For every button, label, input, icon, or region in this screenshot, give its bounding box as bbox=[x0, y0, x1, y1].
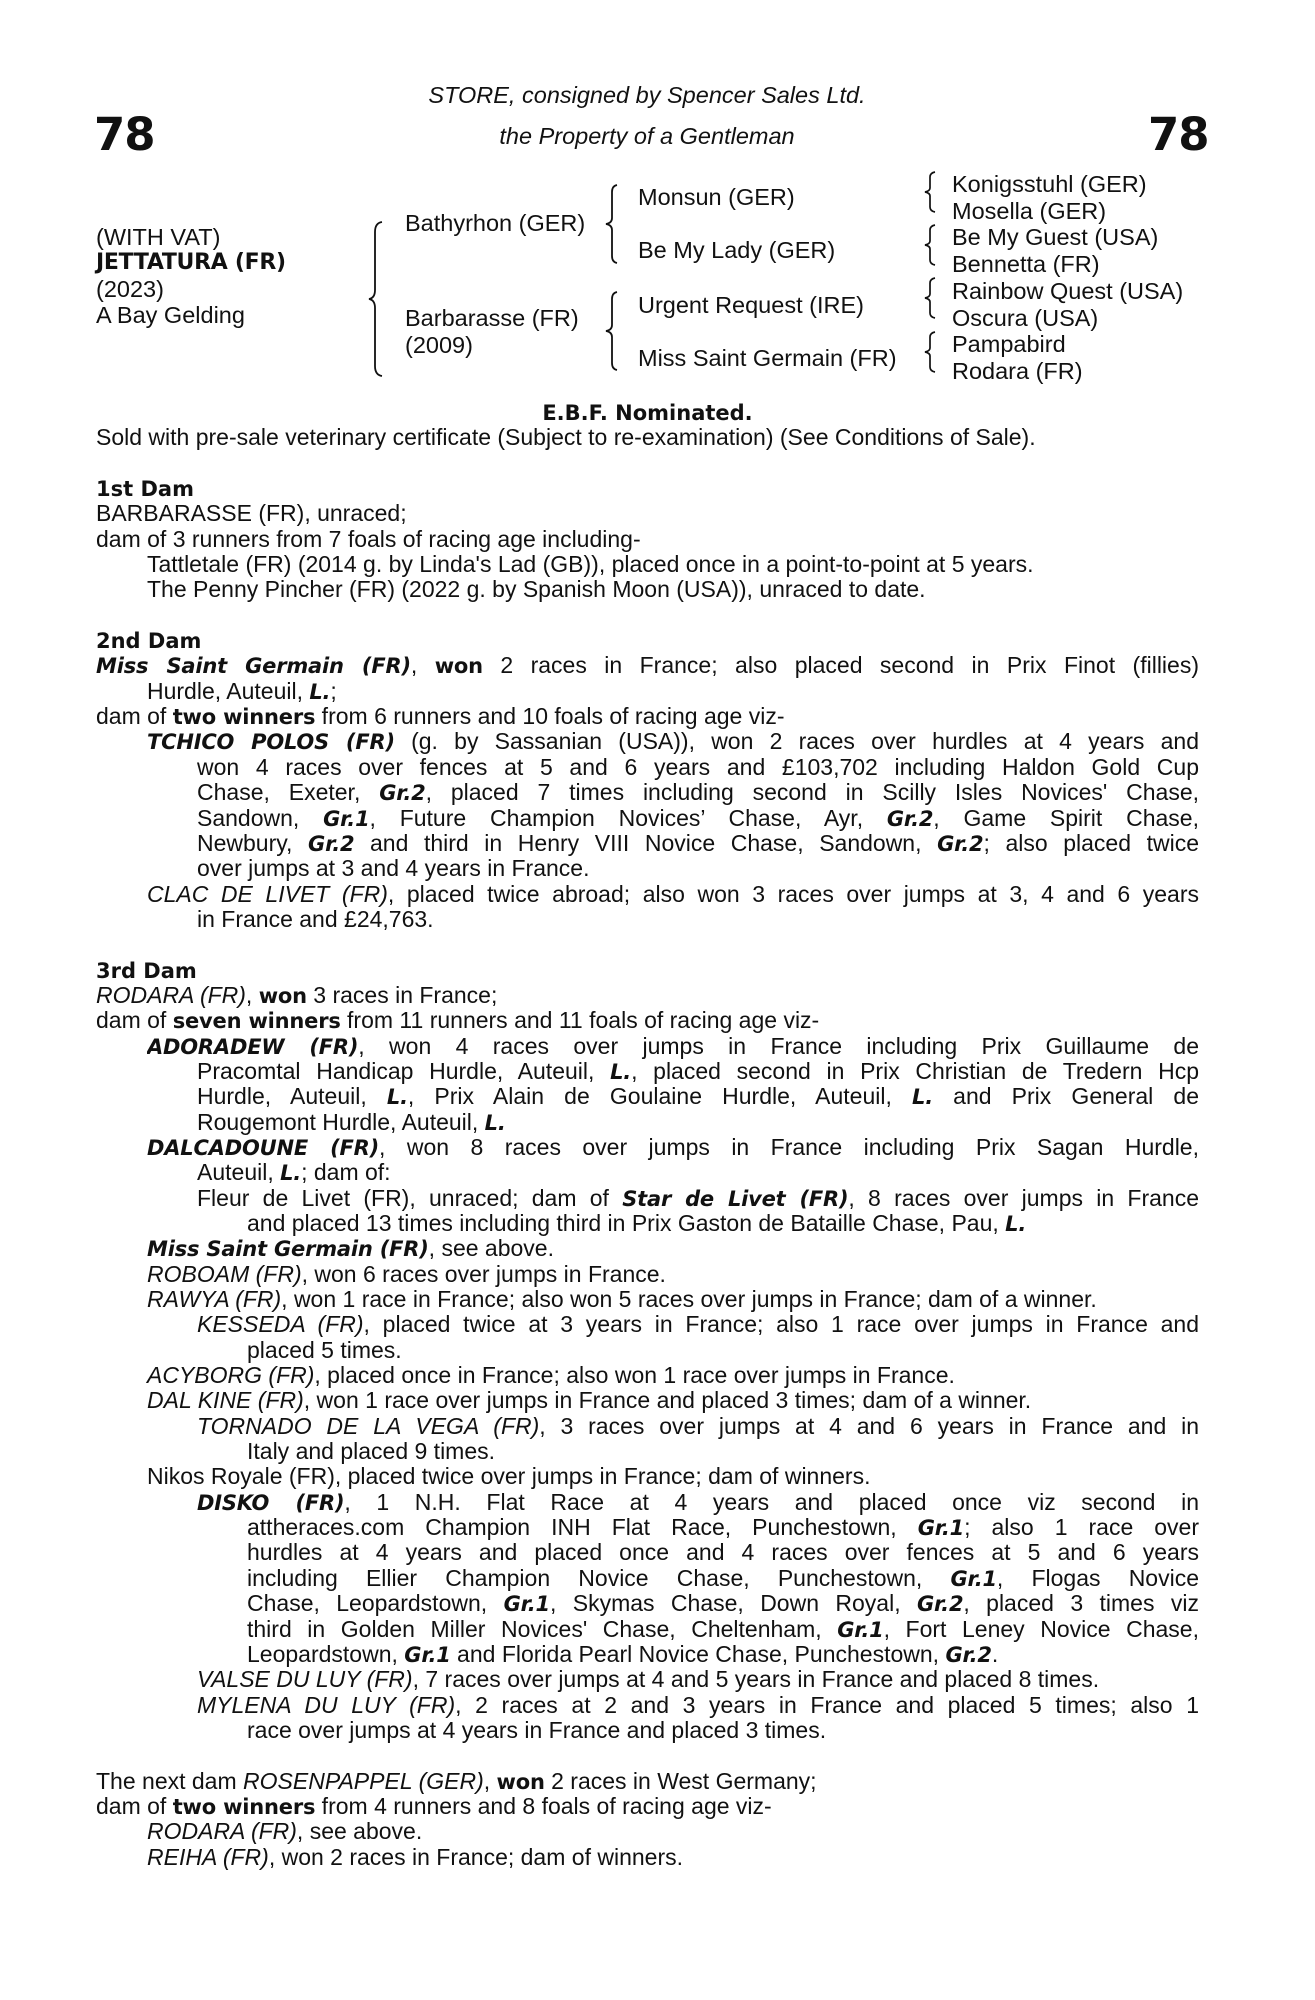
text-run: Sold with pre-sale veterinary certificate (Subject to re-examination) (See Conditions of Sale). bbox=[96, 424, 1036, 451]
black-type-name: Star de Livet (FR) bbox=[622, 1186, 849, 1211]
text-run: Fleur de Livet (FR), unraced; dam of bbox=[197, 1185, 623, 1211]
section-heading: E.B.F. Nominated. bbox=[542, 401, 753, 425]
text-run: including Ellier Champion Novice Chase, Punchestown, bbox=[247, 1565, 951, 1591]
bold-text: two winners bbox=[172, 705, 316, 730]
black-type-name: Gr.2 bbox=[379, 781, 426, 806]
gen4-item: Pampabird bbox=[952, 331, 1066, 358]
text-run: , 8 races over jumps in France bbox=[848, 1185, 1199, 1211]
horse-name-italic: REIHA (FR) bbox=[147, 1843, 269, 1870]
text-run: dam of bbox=[96, 1792, 173, 1819]
section-heading: 2nd Dam bbox=[96, 629, 202, 654]
property-line: the Property of a Gentleman bbox=[499, 123, 795, 149]
blank-line bbox=[96, 451, 1199, 476]
horse-block bbox=[96, 224, 286, 328]
text-run: and placed 13 times including third in Prix Gaston de Bataille Chase, Pau, bbox=[247, 1210, 1006, 1236]
body-line bbox=[96, 400, 1199, 425]
text-run: dam of bbox=[96, 703, 173, 730]
body-line bbox=[197, 856, 1199, 881]
horse-name-italic: DAL KINE (FR) bbox=[147, 1387, 304, 1414]
text-run: and Florida Pearl Novice Chase, Punchestown, bbox=[450, 1640, 946, 1667]
horse-name-italic: MYLENA DU LUY (FR) bbox=[197, 1692, 456, 1718]
text-run: and third in Henry VIII Novice Chase, Sandown, bbox=[354, 830, 938, 856]
blank-line bbox=[96, 603, 1199, 628]
text-run: (g. by Sassanian (USA)), won 2 races over hurdles at 4 years and bbox=[394, 729, 1199, 755]
black-type-name: Gr.2 bbox=[308, 831, 355, 856]
body-line bbox=[147, 679, 1199, 704]
bold-text: won bbox=[258, 983, 307, 1008]
bold-text: won bbox=[434, 654, 483, 679]
text-run: BARBARASSE (FR), unraced; bbox=[96, 500, 407, 527]
body-line bbox=[147, 1236, 1199, 1261]
black-type-name: DALCADOUNE (FR) bbox=[147, 1135, 380, 1160]
vat-label: (WITH VAT) bbox=[96, 224, 221, 250]
body-line bbox=[247, 1642, 1199, 1667]
text-run: 3 races in France; bbox=[306, 981, 498, 1008]
bold-text: won bbox=[496, 1769, 545, 1794]
body-line bbox=[247, 1540, 1199, 1565]
body-line bbox=[147, 1819, 1199, 1844]
body-line bbox=[96, 476, 1199, 501]
black-type-name: L. bbox=[912, 1085, 933, 1110]
text-run: Rougemont Hurdle, Auteuil, bbox=[197, 1108, 485, 1135]
sire-sire: Monsun (GER) bbox=[638, 184, 795, 210]
black-type-name: Gr.2 bbox=[937, 831, 984, 856]
text-run: , won 6 races over jumps in France. bbox=[301, 1260, 666, 1287]
text-run: from 6 runners and 10 foals of racing age viz- bbox=[315, 703, 785, 730]
black-type-name: L. bbox=[280, 1161, 302, 1186]
bold-text: seven winners bbox=[172, 1009, 341, 1034]
text-run: in France and £24,763. bbox=[197, 905, 434, 932]
body-line bbox=[197, 1084, 1199, 1109]
text-run: ; also placed twice bbox=[983, 830, 1199, 856]
body-line bbox=[96, 653, 1199, 678]
black-type-name: TCHICO POLOS (FR) bbox=[147, 730, 395, 755]
body-line bbox=[247, 1338, 1199, 1363]
horse-name-italic: TORNADO DE LA VEGA (FR) bbox=[197, 1413, 540, 1439]
horse-name-italic: ROBOAM (FR) bbox=[147, 1260, 302, 1287]
sire: Bathyrhon (GER) bbox=[405, 210, 586, 236]
body-line bbox=[247, 1439, 1199, 1464]
text-run: , Fort Leney Novice Chase, bbox=[883, 1616, 1199, 1642]
text-run: , Flogas Novice bbox=[996, 1565, 1199, 1591]
text-run: ; also 1 race over bbox=[964, 1515, 1199, 1541]
black-type-name: L. bbox=[386, 1085, 408, 1110]
pedigree-brace-sire bbox=[603, 183, 621, 265]
horse-name-italic: VALSE DU LUY (FR) bbox=[197, 1666, 413, 1693]
text-run: , 3 races over jumps at 4 and 6 years in France and in bbox=[539, 1413, 1199, 1439]
black-type-name: L. bbox=[484, 1110, 506, 1135]
text-run: , placed twice at 3 years in France; also 1 race over jumps in France and bbox=[363, 1312, 1199, 1338]
horse-name-italic: RODARA (FR) bbox=[96, 981, 246, 1008]
text-run: Newbury, bbox=[197, 830, 309, 856]
text-run: Hurdle, Auteuil, bbox=[197, 1084, 387, 1110]
body-line bbox=[247, 1515, 1199, 1540]
black-type-name: Gr.1 bbox=[950, 1566, 997, 1591]
gen4-item: Mosella (GER) bbox=[952, 197, 1107, 224]
text-run: attheraces.com Champion INH Flat Race, Punchestown, bbox=[247, 1515, 918, 1541]
black-type-name: Gr.1 bbox=[917, 1516, 965, 1541]
dam-dam: Miss Saint Germain (FR) bbox=[638, 345, 897, 371]
horse-name-italic: CLAC DE LIVET (FR) bbox=[147, 881, 388, 907]
black-type-name: Miss Saint Germain (FR) bbox=[96, 654, 411, 679]
horse-name-italic: RODARA (FR) bbox=[147, 1818, 297, 1845]
text-run: and Prix General de bbox=[933, 1084, 1199, 1110]
black-type-name: Gr.1 bbox=[323, 806, 370, 831]
body-line bbox=[147, 1388, 1199, 1413]
body-line bbox=[96, 628, 1199, 653]
body-line bbox=[197, 1110, 1199, 1135]
text-run: Sandown, bbox=[197, 805, 324, 831]
black-type-name: DISKO (FR) bbox=[197, 1490, 345, 1515]
text-run: Auteuil, bbox=[197, 1159, 281, 1186]
text-run: . bbox=[991, 1640, 999, 1667]
text-run: Pracomtal Handicap Hurdle, Auteuil, bbox=[197, 1058, 611, 1084]
black-type-name: Gr.1 bbox=[837, 1617, 884, 1642]
section-heading: 3rd Dam bbox=[96, 958, 197, 983]
black-type-name: L. bbox=[309, 679, 331, 704]
text-run: , 7 races over jumps at 4 and 5 years in France and placed 8 times. bbox=[412, 1666, 1100, 1693]
lot-number-left: 78 bbox=[94, 108, 155, 161]
text-run: , Prix Alain de Goulaine Hurdle, Auteuil, bbox=[407, 1084, 913, 1110]
body-line bbox=[147, 1845, 1199, 1870]
text-run: 2 races in West Germany; bbox=[544, 1767, 817, 1794]
text-run: , 2 races at 2 and 3 years in France and placed 5 times; also 1 bbox=[455, 1692, 1199, 1718]
black-type-name: L. bbox=[610, 1059, 632, 1084]
dam: Barbarasse (FR) bbox=[405, 305, 579, 331]
text-run: , Skymas Chase, Down Royal, bbox=[549, 1591, 917, 1617]
black-type-name: Gr.1 bbox=[503, 1592, 550, 1617]
horse-name-italic: ACYBORG (FR) bbox=[147, 1362, 315, 1389]
gen4-item: Rainbow Quest (USA) bbox=[952, 277, 1184, 304]
dam-sire: Urgent Request (IRE) bbox=[638, 292, 864, 318]
body-line bbox=[197, 1490, 1199, 1515]
body-line bbox=[147, 1262, 1199, 1287]
text-run: , won 8 races over jumps in France including Prix Sagan Hurdle, bbox=[379, 1134, 1199, 1160]
body-line bbox=[197, 831, 1199, 856]
body-line bbox=[247, 1566, 1199, 1591]
black-type-name: L. bbox=[1005, 1212, 1027, 1236]
pedigree-brace-main bbox=[366, 220, 386, 378]
black-type-name: Miss Saint Germain (FR) bbox=[147, 1237, 429, 1262]
text-run: race over jumps at 4 years in France and placed 3 times. bbox=[247, 1716, 827, 1743]
text-run: , Game Spirit Chase, bbox=[933, 805, 1199, 831]
body-line bbox=[96, 1769, 1199, 1794]
section-heading: 1st Dam bbox=[96, 477, 194, 502]
body-line bbox=[197, 806, 1199, 831]
text-run: from 11 runners and 11 foals of racing age viz- bbox=[340, 1007, 820, 1034]
text-run: Leopardstown, bbox=[247, 1640, 405, 1667]
body-line bbox=[96, 1794, 1199, 1819]
text-run: placed 5 times. bbox=[247, 1336, 402, 1363]
body-line bbox=[96, 425, 1199, 450]
body-line bbox=[147, 882, 1199, 907]
horse-name-italic: RAWYA (FR) bbox=[147, 1286, 282, 1313]
body-line bbox=[147, 1034, 1199, 1059]
body-line bbox=[147, 729, 1199, 754]
body-line bbox=[96, 958, 1199, 983]
body-line bbox=[247, 1591, 1199, 1616]
body-line bbox=[96, 983, 1199, 1008]
body-line bbox=[96, 1008, 1199, 1033]
text-run: , bbox=[245, 981, 259, 1008]
pedigree-brace-dam bbox=[603, 290, 621, 372]
horse-description: A Bay Gelding bbox=[96, 302, 245, 328]
text-run: ; bbox=[330, 677, 337, 704]
body-line bbox=[147, 1287, 1199, 1312]
black-type-name: Gr.1 bbox=[404, 1642, 451, 1667]
horse-name: JETTATURA (FR) bbox=[96, 250, 286, 275]
pedigree-brace-g3-3 bbox=[922, 276, 938, 320]
body-line bbox=[96, 501, 1199, 526]
dam-year: (2009) bbox=[405, 332, 473, 358]
text-run: ; dam of: bbox=[301, 1159, 391, 1186]
body-line bbox=[96, 527, 1199, 552]
text-run: , bbox=[410, 653, 435, 679]
body-line bbox=[197, 1312, 1199, 1337]
horse-name-italic: ROSENPAPPEL (GER) bbox=[243, 1767, 484, 1794]
blank-line bbox=[96, 932, 1199, 957]
body-line bbox=[247, 1617, 1199, 1642]
lot-number-right: 78 bbox=[1148, 108, 1209, 161]
gen4-item: Rodara (FR) bbox=[952, 357, 1083, 384]
text-run: won 4 races over fences at 5 and 6 years and £103,702 including Haldon Gold Cup bbox=[197, 754, 1199, 780]
text-run: , won 1 race over jumps in France and placed 3 times; dam of a winner. bbox=[303, 1387, 1032, 1414]
body-line bbox=[247, 1718, 1199, 1743]
body-line bbox=[96, 704, 1199, 729]
text-run: hurdles at 4 years and placed once and 4 races over fences at 5 and 6 years bbox=[247, 1540, 1199, 1566]
body-line bbox=[197, 1414, 1199, 1439]
text-run: Italy and placed 9 times. bbox=[247, 1438, 496, 1465]
body-line bbox=[197, 907, 1199, 932]
text-run: , placed 7 times including second in Scilly Isles Novices' Chase, bbox=[425, 780, 1199, 806]
horse-name-italic: KESSEDA (FR) bbox=[197, 1312, 364, 1338]
text-run: Tattletale (FR) (2014 g. by Linda's Lad (GB)), placed once in a point-to-point at 5 years. bbox=[147, 551, 1034, 578]
text-run: , see above. bbox=[296, 1818, 423, 1845]
text-run: , placed 3 times viz bbox=[963, 1591, 1199, 1617]
text-run: Chase, Leopardstown, bbox=[247, 1591, 504, 1617]
text-run: dam of 3 runners from 7 foals of racing age including- bbox=[96, 525, 641, 552]
catalogue-body bbox=[96, 400, 1199, 1870]
body-line bbox=[197, 1667, 1199, 1692]
pedigree-brace-g3-4 bbox=[922, 330, 938, 374]
text-run: Chase, Exeter, bbox=[197, 780, 380, 806]
text-run: , Future Champion Novices’ Chase, Ayr, bbox=[369, 805, 887, 831]
text-run: The next dam bbox=[96, 1767, 244, 1794]
blank-line bbox=[96, 1743, 1199, 1768]
text-run: Nikos Royale (FR), placed twice over jumps in France; dam of winners. bbox=[147, 1463, 871, 1490]
text-run: Hurdle, Auteuil, bbox=[147, 677, 310, 704]
text-run: 2 races in France; also placed second in Prix Finot (fillies) bbox=[482, 653, 1199, 679]
black-type-name: Gr.2 bbox=[886, 806, 934, 831]
text-run: , 1 N.H. Flat Race at 4 years and placed once viz second in bbox=[344, 1489, 1199, 1515]
body-line bbox=[197, 1186, 1199, 1211]
body-line bbox=[147, 1363, 1199, 1388]
black-type-name: Gr.2 bbox=[916, 1592, 964, 1617]
gen4-item: Bennetta (FR) bbox=[952, 251, 1100, 278]
gen4-list bbox=[952, 171, 1183, 385]
black-type-name: Gr.2 bbox=[945, 1642, 992, 1667]
body-line bbox=[247, 1211, 1199, 1236]
body-line bbox=[197, 1059, 1199, 1084]
sire-dam: Be My Lady (GER) bbox=[638, 237, 836, 263]
text-run: over jumps at 3 and 4 years in France. bbox=[197, 855, 590, 882]
body-line bbox=[147, 1135, 1199, 1160]
text-run: , won 2 races in France; dam of winners. bbox=[268, 1843, 683, 1870]
text-run: , won 1 race in France; also won 5 races over jumps in France; dam of a winner. bbox=[281, 1286, 1097, 1313]
body-line bbox=[197, 1693, 1199, 1718]
text-run: , won 4 races over jumps in France including Prix Guillaume de bbox=[358, 1033, 1199, 1059]
body-line bbox=[197, 780, 1199, 805]
pedigree-brace-g3-2 bbox=[922, 223, 938, 267]
text-run: , bbox=[483, 1767, 497, 1794]
body-line bbox=[197, 755, 1199, 780]
text-run: , placed once in France; also won 1 race over jumps in France. bbox=[314, 1362, 955, 1389]
pedigree-brace-g3-1 bbox=[922, 170, 938, 214]
body-line bbox=[147, 552, 1199, 577]
text-run: The Penny Pincher (FR) (2022 g. by Spanish Moon (USA)), unraced to date. bbox=[147, 576, 926, 603]
gen4-item: Be My Guest (USA) bbox=[952, 224, 1159, 251]
body-line bbox=[147, 577, 1199, 602]
body-line bbox=[147, 1464, 1199, 1489]
text-run: , placed second in Prix Christian de Tredern Hcp bbox=[631, 1058, 1199, 1084]
text-run: , placed twice abroad; also won 3 races over jumps at 3, 4 and 6 years bbox=[387, 881, 1199, 907]
horse-year: (2023) bbox=[96, 276, 164, 302]
black-type-name: ADORADEW (FR) bbox=[147, 1034, 359, 1059]
gen4-item: Konigsstuhl (GER) bbox=[952, 171, 1147, 197]
consignor-line: STORE, consigned by Spencer Sales Ltd. bbox=[428, 82, 866, 108]
body-line bbox=[197, 1160, 1199, 1185]
gen4-item: Oscura (USA) bbox=[952, 304, 1099, 331]
bold-text: two winners bbox=[172, 1794, 316, 1819]
text-run: , see above. bbox=[428, 1235, 554, 1262]
text-run: from 4 runners and 8 foals of racing age viz- bbox=[315, 1792, 772, 1819]
text-run: dam of bbox=[96, 1007, 173, 1034]
text-run: third in Golden Miller Novices' Chase, Cheltenham, bbox=[247, 1616, 838, 1642]
